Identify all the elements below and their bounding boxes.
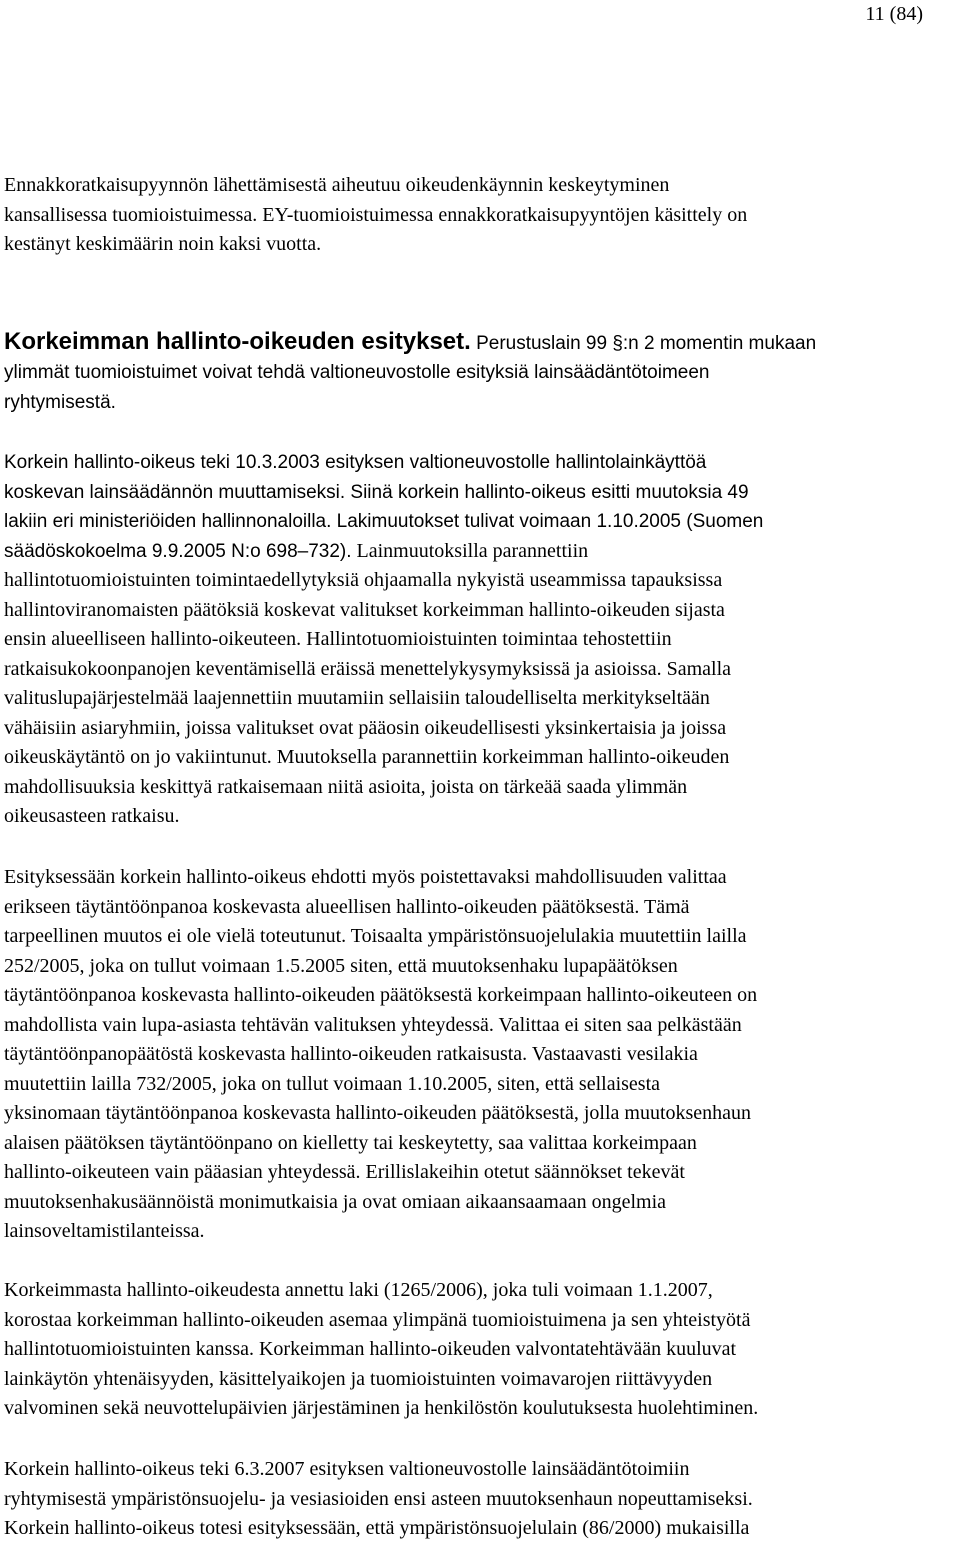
paragraph-proposals xyxy=(4,326,960,417)
text-line: ryhtymisestä ympäristönsuojelu- ja vesiasioiden ensi asteen muutoksenhaun nopeuttamiseksi. xyxy=(4,1487,753,1510)
text-line: mahdollista vain lupa-asiasta tehtävän valituksen yhteydessä. Valittaa ei siten saa pelkästään xyxy=(4,1013,742,1036)
page-number: 11 (84) xyxy=(865,3,923,25)
text-line: alaisen päätöksen täytäntöönpano on kielletty tai keskeytetty, saa valittaa korkeimpaan xyxy=(4,1131,697,1154)
heading-continuation: Perustuslain 99 §:n 2 momentin mukaan xyxy=(470,333,817,354)
text-line: mahdollisuuksia keskittyä ratkaisemaan niitä asioita, joista on tärkeää saada ylimmän xyxy=(4,775,688,798)
text-line: valituslupajärjestelmää laajennettiin muutamiin sellaisiin taloudelliselta merkitykseltään xyxy=(4,687,710,709)
section-heading: Korkeimman hallinto-oikeuden esitykset. xyxy=(4,328,471,355)
text-line xyxy=(4,326,960,358)
text-line: Esityksessään korkein hallinto-oikeus ehdotti myös poistettavaksi mahdollisuuden valittaa xyxy=(4,866,727,888)
paragraph-2007-proposal xyxy=(4,1455,960,1544)
text-line: hallinto-oikeuteen vain pääasian yhteydessä. Erillislakeihin otetut säännökset tekevät xyxy=(4,1161,685,1183)
text-line: Korkein hallinto-oikeus teki 6.3.2007 esityksen valtioneuvostolle lainsäädäntötoimiin xyxy=(4,1458,690,1480)
text-line: koskevan lainsäädännön muuttamiseksi. Siinä korkein hallinto-oikeus esitti muutoksia 49 xyxy=(4,481,749,503)
text-line: Ennakkoratkaisupyynnön lähettämisestä aiheutuu oikeudenkäynnin keskeytyminen xyxy=(4,174,670,196)
text-line: korostaa korkeimman hallinto-oikeuden asemaa ylimpänä tuomioistuimena ja sen yhteistyötä xyxy=(4,1308,751,1331)
text-line: Korkein hallinto-oikeus teki 10.3.2003 esityksen valtioneuvostolle hallintolainkäyttöä xyxy=(4,452,707,473)
text-line xyxy=(4,537,960,567)
text-line: oikeusasteen ratkaisu. xyxy=(4,805,180,827)
text-line: lainsoveltamistilanteissa. xyxy=(4,1220,205,1242)
text-line: kestänyt keskimäärin noin kaksi vuotta. xyxy=(4,233,322,255)
text-line: tarpeellinen muutos ei ole vielä toteutunut. Toisaalta ympäristönsuojelulakia muutettiin lailla xyxy=(4,925,747,947)
text-line: hallintoviranomaisten päätöksiä koskevat valitukset korkeimman hallinto-oikeuden sijasta xyxy=(4,598,725,621)
text-line: muutoksenhakusäännöistä monimutkaisia ja ovat omiaan aikaansaamaan ongelmia xyxy=(4,1190,667,1213)
text-line: vähäisiin asiaryhmiin, joissa valitukset ovat pääosin oikeudellisesti yksinkertaisia ja joissa xyxy=(4,716,727,739)
text-segment-sans: säädöskokoelma 9.9.2005 N:o 698–732). xyxy=(4,540,352,562)
text-line: 252/2005, joka on tullut voimaan 1.5.2005 siten, että muutoksenhaku lupapäätöksen xyxy=(4,954,678,977)
text-line: ylimmät tuomioistuimet voivat tehdä valtioneuvostolle esityksiä lainsäädäntötoimeen xyxy=(4,362,710,383)
text-line: hallintotuomioistuinten kanssa. Korkeimman hallinto-oikeuden valvontatehtävään kuuluvat xyxy=(4,1338,737,1360)
text-line: täytäntöönpanopäätöstä koskevasta hallinto-oikeuden ratkaisusta. Vastaavasti vesilakia xyxy=(4,1043,698,1065)
paragraph-supreme-court-act xyxy=(4,1276,960,1424)
text-line: ratkaisukokoonpanojen keventämisellä eräissä menettelykysymyksissä ja asioissa. Samalla xyxy=(4,657,732,680)
text-segment-serif: Lainmuutoksilla parannettiin xyxy=(351,539,589,562)
text-line: oikeuskäytäntö on jo vakiintunut. Muutoksella parannettiin korkeimman hallinto-oikeuden xyxy=(4,746,730,768)
text-line: ryhtymisestä. xyxy=(4,391,116,413)
text-line: yksinomaan täytäntöönpanoa koskevasta hallinto-oikeuden päätöksestä, jolla muutoksenhaun xyxy=(4,1102,752,1124)
text-line: täytäntöönpanoa koskevasta hallinto-oikeuden päätöksestä korkeimpaan hallinto-oikeuteen on xyxy=(4,984,758,1006)
paragraph-preliminary-ruling xyxy=(4,171,960,260)
text-line: ensin alueelliseen hallinto-oikeuteen. Hallintotuomioistuinten toimintaa tehostettiin xyxy=(4,628,672,650)
text-line: lakiin eri ministeriöiden hallinnonaloilla. Lakimuutokset tulivat voimaan 1.10.2005 (Suomen xyxy=(4,511,764,532)
text-line: kansallisessa tuomioistuimessa. EY-tuomioistuimessa ennakkoratkaisupyyntöjen käsittely on xyxy=(4,203,748,226)
text-line: lainkäytön yhtenäisyyden, käsittelyaikojen ja tuomioistuinten voimavarojen riittävyyden xyxy=(4,1367,713,1390)
text-line: Korkeimmasta hallinto-oikeudesta annettu laki (1265/2006), joka tuli voimaan 1.1.2007, xyxy=(4,1279,713,1301)
text-line: muutettiin lailla 732/2005, joka on tullut voimaan 1.10.2005, siten, että sellaisesta xyxy=(4,1072,661,1095)
text-line: hallintotuomioistuinten toimintaedellytyksiä ohjaamalla nykyistä useammissa tapauksissa xyxy=(4,569,723,591)
text-line: erikseen täytäntöönpanoa koskevasta alueellisen hallinto-oikeuden päätöksestä. Tämä xyxy=(4,895,690,918)
text-line: Korkein hallinto-oikeus totesi esityksessään, että ympäristönsuojelulain (86/2000) mukaisilla xyxy=(4,1517,750,1539)
paragraph-2003-proposal xyxy=(4,448,960,832)
text-line: valvominen sekä neuvottelupäivien järjestäminen ja henkilöstön koulutuksesta huolehtiminen. xyxy=(4,1397,759,1419)
paragraph-enforcement xyxy=(4,863,960,1247)
